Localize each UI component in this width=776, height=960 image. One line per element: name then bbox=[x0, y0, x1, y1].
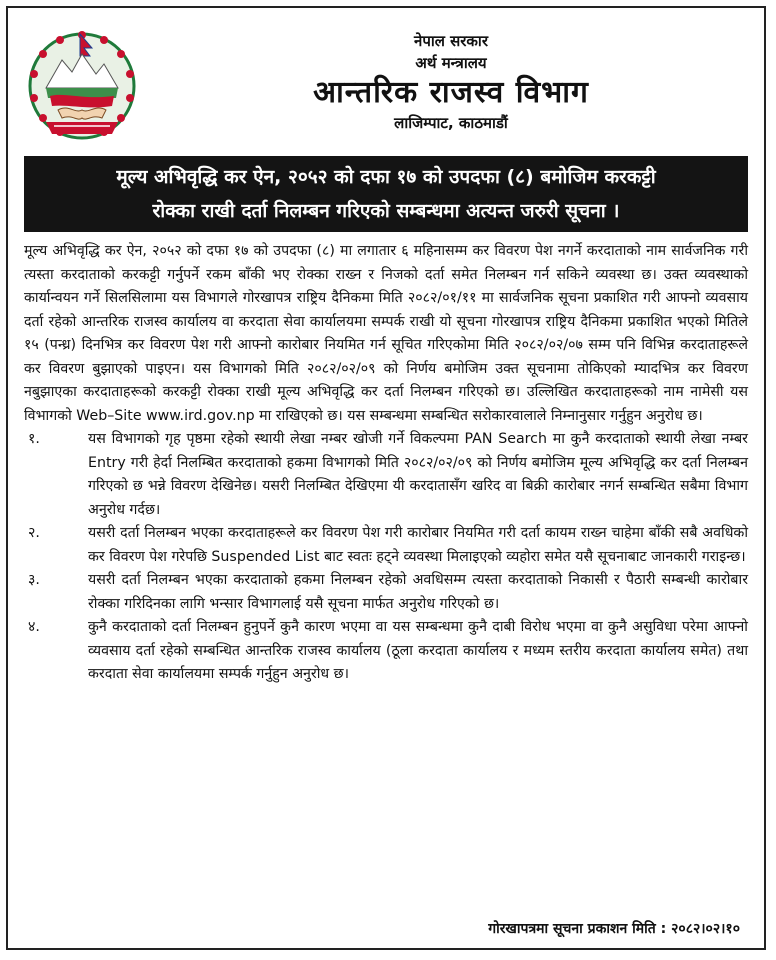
list-item-number: २. bbox=[28, 525, 40, 541]
notice-title-line-2: रोक्का राखी दर्ता निलम्बन गरिएको सम्बन्धमा अत्यन्त जरुरी सूचना । bbox=[152, 200, 620, 222]
letterhead bbox=[138, 30, 764, 134]
notice-page bbox=[6, 6, 766, 950]
government-name: नेपाल सरकार bbox=[414, 32, 488, 50]
list-item bbox=[24, 522, 748, 569]
intro-paragraph: मूल्य अभिवृद्धि कर ऐन, २०५२ को दफा १७ को उपदफा (८) मा लगातार ६ महिनासम्म कर विवरण पेश नगर्ने करदाताको नाम सार्वजनिक गरी त्यस्ता करदाताको करकट्टी गर्नुपर्ने रकम बाँकी भए रोक्का राख्न र निजको दर्ता समेत निलम्बन गर्न सकिने व्यवस्था छ। उक्त व्यवस्थाको कार्यान्वयन गर्ने सिलसिलामा यस विभागले गोरखापत्र राष्ट्रिय दैनिकमा मिति २०८२/०१/११ मा सार्वजनिक सूचना प्रकाशित गरी आफ्नो व्यवसाय दर्ता रहेको आन्तरिक राजस्व कार्यालय वा करदाता सेवा कार्यालयमा सम्पर्क राखी यो सूचना गोरखापत्र राष्ट्रिय दैनिकमा प्रकाशित भएको मितिले १५ (पन्ध्र) दिनभित्र कर विवरण पेश गरी आफ्नो कारोबार नियमित गर्न सूचित गरिएकोमा मिति २०८२/०२/०७ सम्म पनि विभिन्न करदाताहरूले कर विवरण बुझाएको पाइएन। यस विभागको मिति २०८२/०२/०९ को निर्णय बमोजिम उक्त सूचनामा तोकिएको म्यादभित्र कर विवरण नबुझाएका करदाताहरूको करकट्टी रोक्का राखी मूल्य अभिवृद्धि कर दर्ता निलम्बन गरिएको छ। उल्लिखित करदाताहरूको नाम नामेसी यस विभागको Web–Site www.ird.gov.np मा राखिएको छ। यस सम्बन्धमा सम्बन्धित सरोकारवालाले निम्नानुसार गर्नुहुन अनुरोध छ। bbox=[24, 243, 748, 424]
list-item bbox=[24, 428, 748, 522]
nepal-government-emblem-icon bbox=[24, 26, 140, 146]
publication-date: गोरखापत्रमा सूचना प्रकाशन मिति : २०८२।०२।१० bbox=[488, 921, 740, 937]
list-item-text: यस विभागको गृह पृष्ठमा रहेको स्थायी लेखा नम्बर खोजी गर्ने विकल्पमा PAN Search मा कुनै करदाताको स्थायी लेखा नम्बर Entry गरी हेर्दा निलम्बित करदाताको हकमा विभागको मिति २०८२/०२/०९ को निर्णय बमोजिम मूल्य अभिवृद्धि कर दर्ता निलम्बन गरिएको छ भन्ने विवरण देखिनेछ। यसरी निलम्बित देखिएमा यी करदातासँग खरिद वा बिक्री कारोबार नगर्न सम्बन्धित सबैमा विभाग अनुरोध गर्दछ। bbox=[88, 431, 748, 518]
ministry-name: अर्थ मन्त्रालय bbox=[415, 54, 487, 72]
list-item-number: ३. bbox=[28, 572, 40, 588]
list-item-number: १. bbox=[28, 431, 40, 447]
list-item bbox=[24, 616, 748, 687]
list-item-number: ४. bbox=[28, 619, 40, 635]
list-item-text: कुनै करदाताको दर्ता निलम्बन हुनुपर्ने कुनै कारण भएमा वा यस सम्बन्धमा कुनै दाबी विरोध भएमा वा कुनै असुविधा परेमा आफ्नो व्यवसाय दर्ता रहेको सम्बन्धित आन्तरिक राजस्व कार्यालय (ठूला करदाता कार्यालय र मध्यम स्तरीय करदाता कार्यालय समेत) तथा करदाता सेवा कार्यालयमा सम्पर्क गर्नुहुन अनुरोध छ। bbox=[88, 619, 748, 682]
list-item bbox=[24, 569, 748, 616]
instruction-list bbox=[24, 428, 748, 687]
notice-title-banner bbox=[24, 156, 748, 232]
list-item-text: यसरी दर्ता निलम्बन भएका करदाताको हकमा निलम्बन रहेको अवधिसम्म त्यस्ता करदाताको निकासी र पैठारी सम्बन्धी कारोबार रोक्का गरिदिनका लागि भन्सार विभागलाई यसै सूचना मार्फत अनुरोध गरिएको छ। bbox=[88, 572, 748, 612]
department-name: आन्तरिक राजस्व विभाग bbox=[313, 75, 589, 110]
list-item-text: यसरी दर्ता निलम्बन भएका करदाताहरूले कर विवरण पेश गरी कारोबार नियमित गरी दर्ता कायम राख्न चाहेमा बाँकी सबै अवधिको कर विवरण पेश गरेपछि Suspended List बाट स्वतः हट्ने व्यवस्था मिलाइएको व्यहोरा समेत यसै सूचनाबाट जानकारी गराइन्छ। bbox=[88, 525, 748, 565]
notice-body bbox=[24, 240, 748, 687]
notice-title-line-1: मूल्य अभिवृद्धि कर ऐन, २०५२ को दफा १७ को उपदफा (८) बमोजिम करकट्टी bbox=[116, 166, 656, 188]
department-address: लाजिम्पाट, काठमाडौं bbox=[394, 114, 508, 132]
